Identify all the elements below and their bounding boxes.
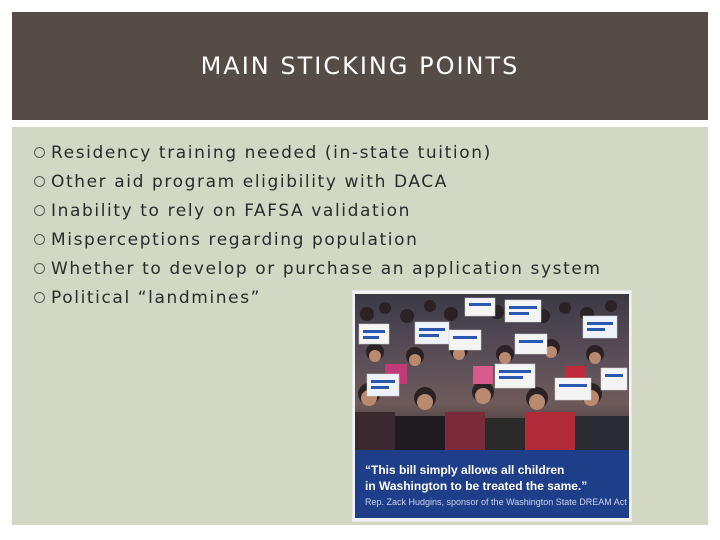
bullet-item [34,167,674,196]
title-band [12,12,708,120]
quote-line-2: in Washington to be treated the same.” [365,478,588,493]
slide-title: MAIN STICKING POINTS [200,52,520,80]
crowd-illustration [355,294,629,450]
bullet-text: Whether to develop or purchase an application system [51,258,602,279]
bullet-circle-icon [34,263,45,274]
quote-line-1: “This bill simply allows all children [365,462,565,477]
bullet-circle-icon [34,205,45,216]
bullet-text: Misperceptions regarding population [51,229,419,250]
bullet-text: Other aid program eligibility with DACA [51,171,448,192]
bullet-circle-icon [34,176,45,187]
bullet-text: Political “landmines” [51,287,262,308]
bullet-circle-icon [34,292,45,303]
bullet-circle-icon [34,234,45,245]
quote-box [355,450,629,518]
bullet-item [34,196,674,225]
bullet-text: Residency training needed (in-state tuition) [51,142,492,163]
bullet-text: Inability to rely on FAFSA validation [51,200,411,221]
rally-photo [355,294,629,450]
bullet-item [34,138,674,167]
bullet-list [34,138,674,312]
quote-citation: Rep. Zack Hudgins, sponsor of the Washington State DREAM Act [365,496,627,507]
bullet-circle-icon [34,147,45,158]
bullet-item [34,254,674,283]
bullet-item [34,225,674,254]
